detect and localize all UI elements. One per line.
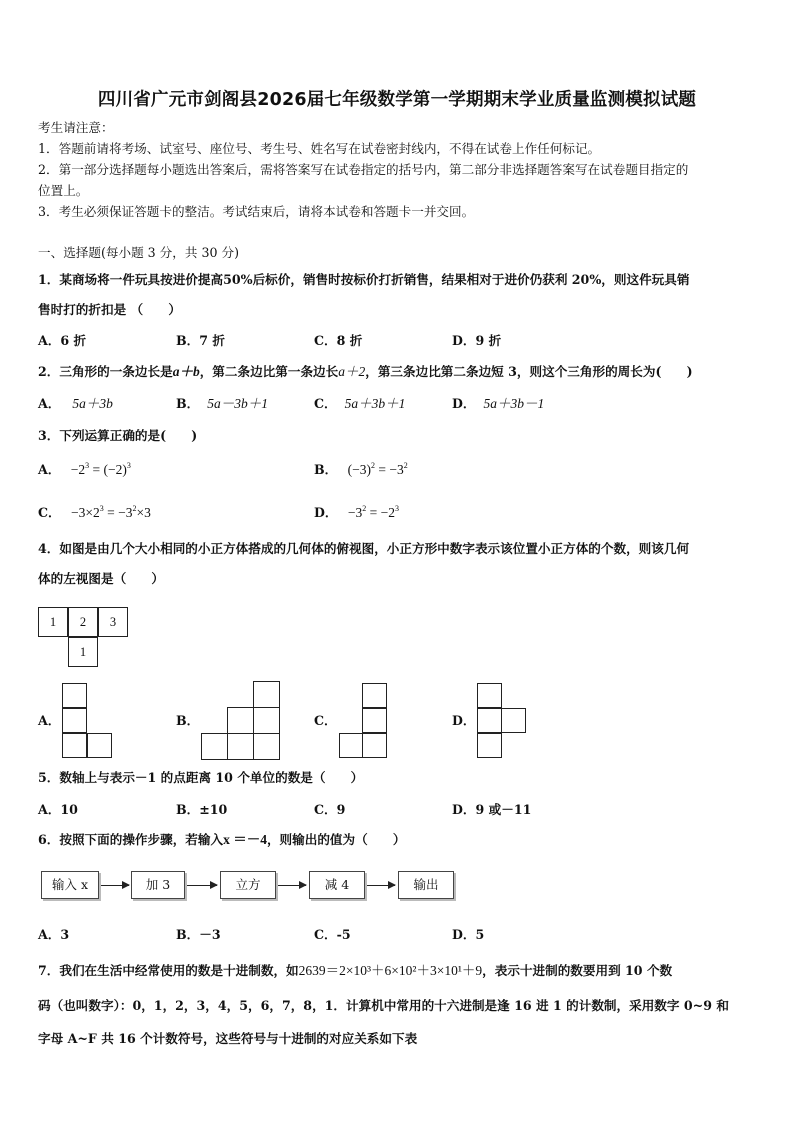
q4-option-d-figure[interactable]: [477, 683, 527, 759]
q3-option-c-expr: $-3\times 2^3 = -3^2\times 3$: [71, 504, 151, 520]
q2-option-c[interactable]: [314, 396, 405, 412]
notice-item-2-cont: 位置上。: [38, 183, 89, 198]
q3-option-a-expr: $-2^3 = (-2)^3$: [70, 461, 131, 477]
flow-box-input: 输入 x: [41, 871, 99, 899]
flow-arrow-icon: [367, 885, 395, 886]
q4-option-a-label[interactable]: A．: [38, 713, 61, 728]
q6-stem: [38, 832, 405, 848]
cube-square: [201, 733, 228, 760]
q2-option-d[interactable]: [452, 396, 544, 412]
q2-option-d-expr: 5a＋3b－1: [483, 396, 545, 411]
q6-stem-post: ，则输出的值为（ ）: [266, 832, 406, 847]
q5-stem: 5．数轴上与表示－1 的点距离 10 个单位的数是（ ）: [38, 770, 364, 785]
flow-box-add: 加 3: [131, 871, 185, 899]
q2-option-a-label: A．: [38, 396, 61, 411]
q6-stem-pre: 6．按照下面的操作步骤，若输入: [38, 832, 224, 847]
q2-expr-1: a＋b: [172, 364, 200, 379]
grid-cell: 1: [38, 607, 68, 637]
cube-square: [477, 708, 502, 733]
q7-stem-line3: 字母 A~F 共 16 个计数符号，这些符号与十进制的对应关系如下表: [38, 1031, 418, 1046]
q1-stem-line1: 1．某商场将一件玩具按进价提高50%后标价，销售时按标价打折销售，结果相对于进价仍获利 20%，则这件玩具销: [38, 272, 690, 287]
q6-option-a[interactable]: A．3: [38, 927, 70, 942]
q1-stem-line2: 售时打的折扣是 （ ）: [38, 302, 181, 317]
q1-option-b[interactable]: B．7 折: [176, 333, 225, 348]
cube-square: [227, 707, 254, 734]
cube-square: [62, 733, 87, 758]
q4-stem-line2: 体的左视图是（ ）: [38, 571, 164, 586]
q7-equation: 2639＝2×10³＋6×10²＋3×10¹＋9: [298, 963, 483, 978]
grid-cell: 2: [68, 607, 98, 637]
grid-cell: 3: [98, 607, 128, 637]
q3-option-d-label: D．: [314, 505, 338, 520]
q7-stem-pre: 7．我们在生活中经常使用的数是十进制数，如: [38, 963, 299, 978]
q4-stem-line1: 4．如图是由几个大小相同的小正方体搭成的几何体的俯视图，小正方形中数字表示该位置小正方体的个数，则该几何: [38, 541, 690, 556]
cube-square: [62, 708, 87, 733]
q7-stem-line1: [38, 963, 672, 979]
cube-square: [253, 733, 280, 760]
q3-option-a-label: A．: [38, 462, 61, 477]
q2-option-b-label: B．: [176, 396, 200, 411]
grid-cell: 1: [68, 637, 98, 667]
notice-item-1: 1．答题前请将考场、试室号、座位号、考生号、姓名写在试卷密封线内，不得在试卷上作任何标记。: [38, 141, 601, 156]
cube-square: [362, 683, 387, 708]
q6-option-b[interactable]: B．－3: [176, 927, 221, 942]
q4-option-c-label[interactable]: C．: [314, 713, 337, 728]
q3-option-d-expr: $-3^2 = -2^3$: [347, 504, 400, 520]
q5-option-c[interactable]: C．9: [314, 802, 346, 817]
q5-option-d[interactable]: D．9 或－11: [452, 802, 532, 817]
cube-square: [477, 733, 502, 758]
q5-option-b[interactable]: B．±10: [176, 802, 228, 817]
q3-option-b-expr: $(-3)^2 = -3^2$: [347, 461, 408, 477]
q2-option-a-expr: 5a＋3b: [72, 396, 113, 411]
q7-stem-post: ，表示十进制的数要用到 10 个数: [482, 963, 673, 978]
q4-option-d-label[interactable]: D．: [452, 713, 476, 728]
q3-stem: 3．下列运算正确的是( ): [38, 428, 198, 443]
flow-box-cube: 立方: [220, 871, 276, 899]
page-title: 四川省广元市剑阁县2026届七年级数学第一学期期末学业质量监测模拟试题: [97, 90, 697, 110]
q5-option-a[interactable]: A．10: [38, 802, 78, 817]
cube-square: [362, 708, 387, 733]
cube-square: [339, 733, 364, 758]
q3-option-c[interactable]: [38, 505, 151, 521]
q3-option-b-label: B．: [314, 462, 338, 477]
q7-stem-line2: 码（也叫数字）：0，1，2，3，4，5，6，7，8，1．计算机中常用的十六进制是逢 16 进 1 的计数制，采用数字 0~9 和: [38, 998, 729, 1013]
flow-box-subtract: 减 4: [309, 871, 365, 899]
q6-equation: x ＝－4: [223, 832, 267, 847]
q2-option-b[interactable]: [176, 396, 268, 412]
q3-option-d[interactable]: [314, 505, 399, 521]
cube-square: [253, 707, 280, 734]
notice-item-3: 3．考生必须保证答题卡的整洁。考试结束后，请将本试卷和答题卡一并交回。: [38, 204, 475, 219]
flow-arrow-icon: [278, 885, 306, 886]
notice-item-2: 2．第一部分选择题每小题选出答案后，需将答案写在试卷指定的括号内，第二部分非选择题答案写在试卷题目指定的: [38, 162, 689, 177]
q2-option-c-expr: 5a＋3b＋1: [344, 396, 406, 411]
section-heading: 一、选择题(每小题 3 分，共 30 分): [38, 245, 240, 260]
cube-square: [227, 733, 254, 760]
q2-stem-mid1: ，第二条边比第一条边长: [199, 364, 339, 379]
q6-option-c[interactable]: C．-5: [314, 927, 351, 942]
q4-option-b-label[interactable]: B．: [176, 713, 200, 728]
notice-heading: 考生请注意：: [38, 120, 114, 135]
cube-square: [87, 733, 112, 758]
cube-square: [362, 733, 387, 758]
flow-arrow-icon: [187, 885, 217, 886]
cube-square: [253, 681, 280, 708]
q2-option-a[interactable]: [38, 396, 113, 412]
q2-stem: [38, 364, 693, 380]
q1-option-d[interactable]: D．9 折: [452, 333, 502, 348]
q1-option-c[interactable]: C．8 折: [314, 333, 363, 348]
q3-option-c-label: C．: [38, 505, 61, 520]
q3-option-a[interactable]: [38, 462, 131, 478]
q2-option-d-label: D．: [452, 396, 476, 411]
q2-option-c-label: C．: [314, 396, 337, 411]
q4-option-b-figure[interactable]: [201, 681, 280, 760]
q2-stem-mid2: ，第三条边比第二条边短 3，则这个三角形的周长为( ): [365, 364, 693, 379]
q2-expr-2: a＋2: [338, 364, 366, 379]
q4-option-c-figure[interactable]: [339, 683, 387, 759]
q6-option-d[interactable]: D．5: [452, 927, 485, 942]
cube-square: [501, 708, 526, 733]
flow-box-output: 输出: [398, 871, 454, 899]
q2-stem-pre: 2．三角形的一条边长是: [38, 364, 173, 379]
q3-option-b[interactable]: [314, 462, 408, 478]
q4-option-a-figure[interactable]: [62, 683, 112, 759]
cube-square: [62, 683, 87, 708]
q2-option-b-expr: 5a－3b＋1: [207, 396, 268, 411]
q1-option-a[interactable]: A．6 折: [38, 333, 87, 348]
cube-square: [477, 683, 502, 708]
flow-arrow-icon: [101, 885, 129, 886]
